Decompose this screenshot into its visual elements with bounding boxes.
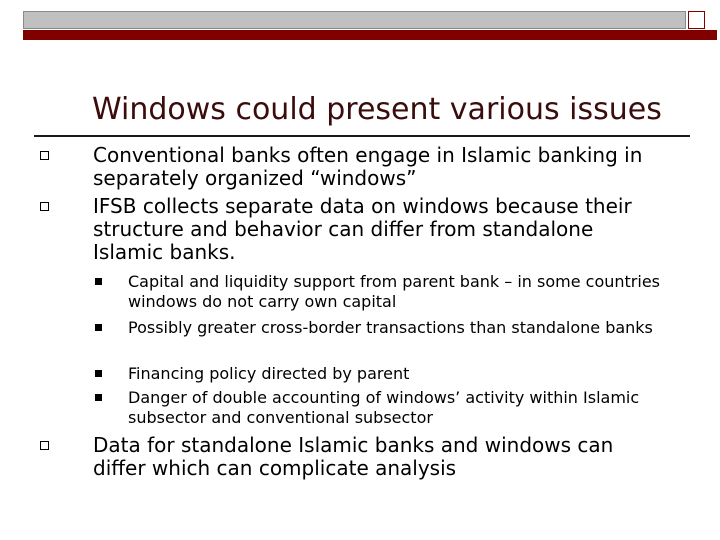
sub-bullet-text: Possibly greater cross-border transactions than standalone banks — [128, 318, 653, 337]
sub-bullet-item — [95, 364, 675, 384]
slide-title: Windows could present various issues — [92, 92, 662, 127]
bullet-text: Data for standalone Islamic banks and windows can differ which can complicate analysis — [93, 433, 614, 480]
title-divider — [34, 135, 690, 137]
bullet-item — [40, 195, 660, 264]
bullet-item — [40, 434, 660, 480]
bullet-item — [40, 144, 660, 190]
header-band — [23, 11, 686, 29]
filled-square-bullet-icon — [95, 370, 102, 377]
bullet-text: Conventional banks often engage in Islamic banking in separately organized “windows” — [93, 143, 643, 190]
sub-bullet-item — [95, 272, 675, 312]
hollow-square-bullet-icon — [40, 441, 49, 450]
sub-bullet-text: Danger of double accounting of windows’ activity within Islamic subsector and conventional subsector — [128, 388, 640, 427]
sub-bullet-text: Financing policy directed by parent — [128, 364, 410, 383]
sub-bullet-item — [95, 388, 675, 428]
bullet-text: IFSB collects separate data on windows because their structure and behavior can differ from standalone Islamic banks. — [93, 194, 632, 264]
sub-bullet-text: Capital and liquidity support from parent bank – in some countries windows do not carry own capital — [128, 272, 660, 311]
filled-square-bullet-icon — [95, 324, 102, 331]
header-rule — [23, 30, 717, 40]
sub-bullet-item — [95, 318, 675, 338]
filled-square-bullet-icon — [95, 394, 102, 401]
hollow-square-bullet-icon — [40, 151, 49, 160]
corner-box — [688, 11, 705, 29]
filled-square-bullet-icon — [95, 278, 102, 285]
hollow-square-bullet-icon — [40, 202, 49, 211]
